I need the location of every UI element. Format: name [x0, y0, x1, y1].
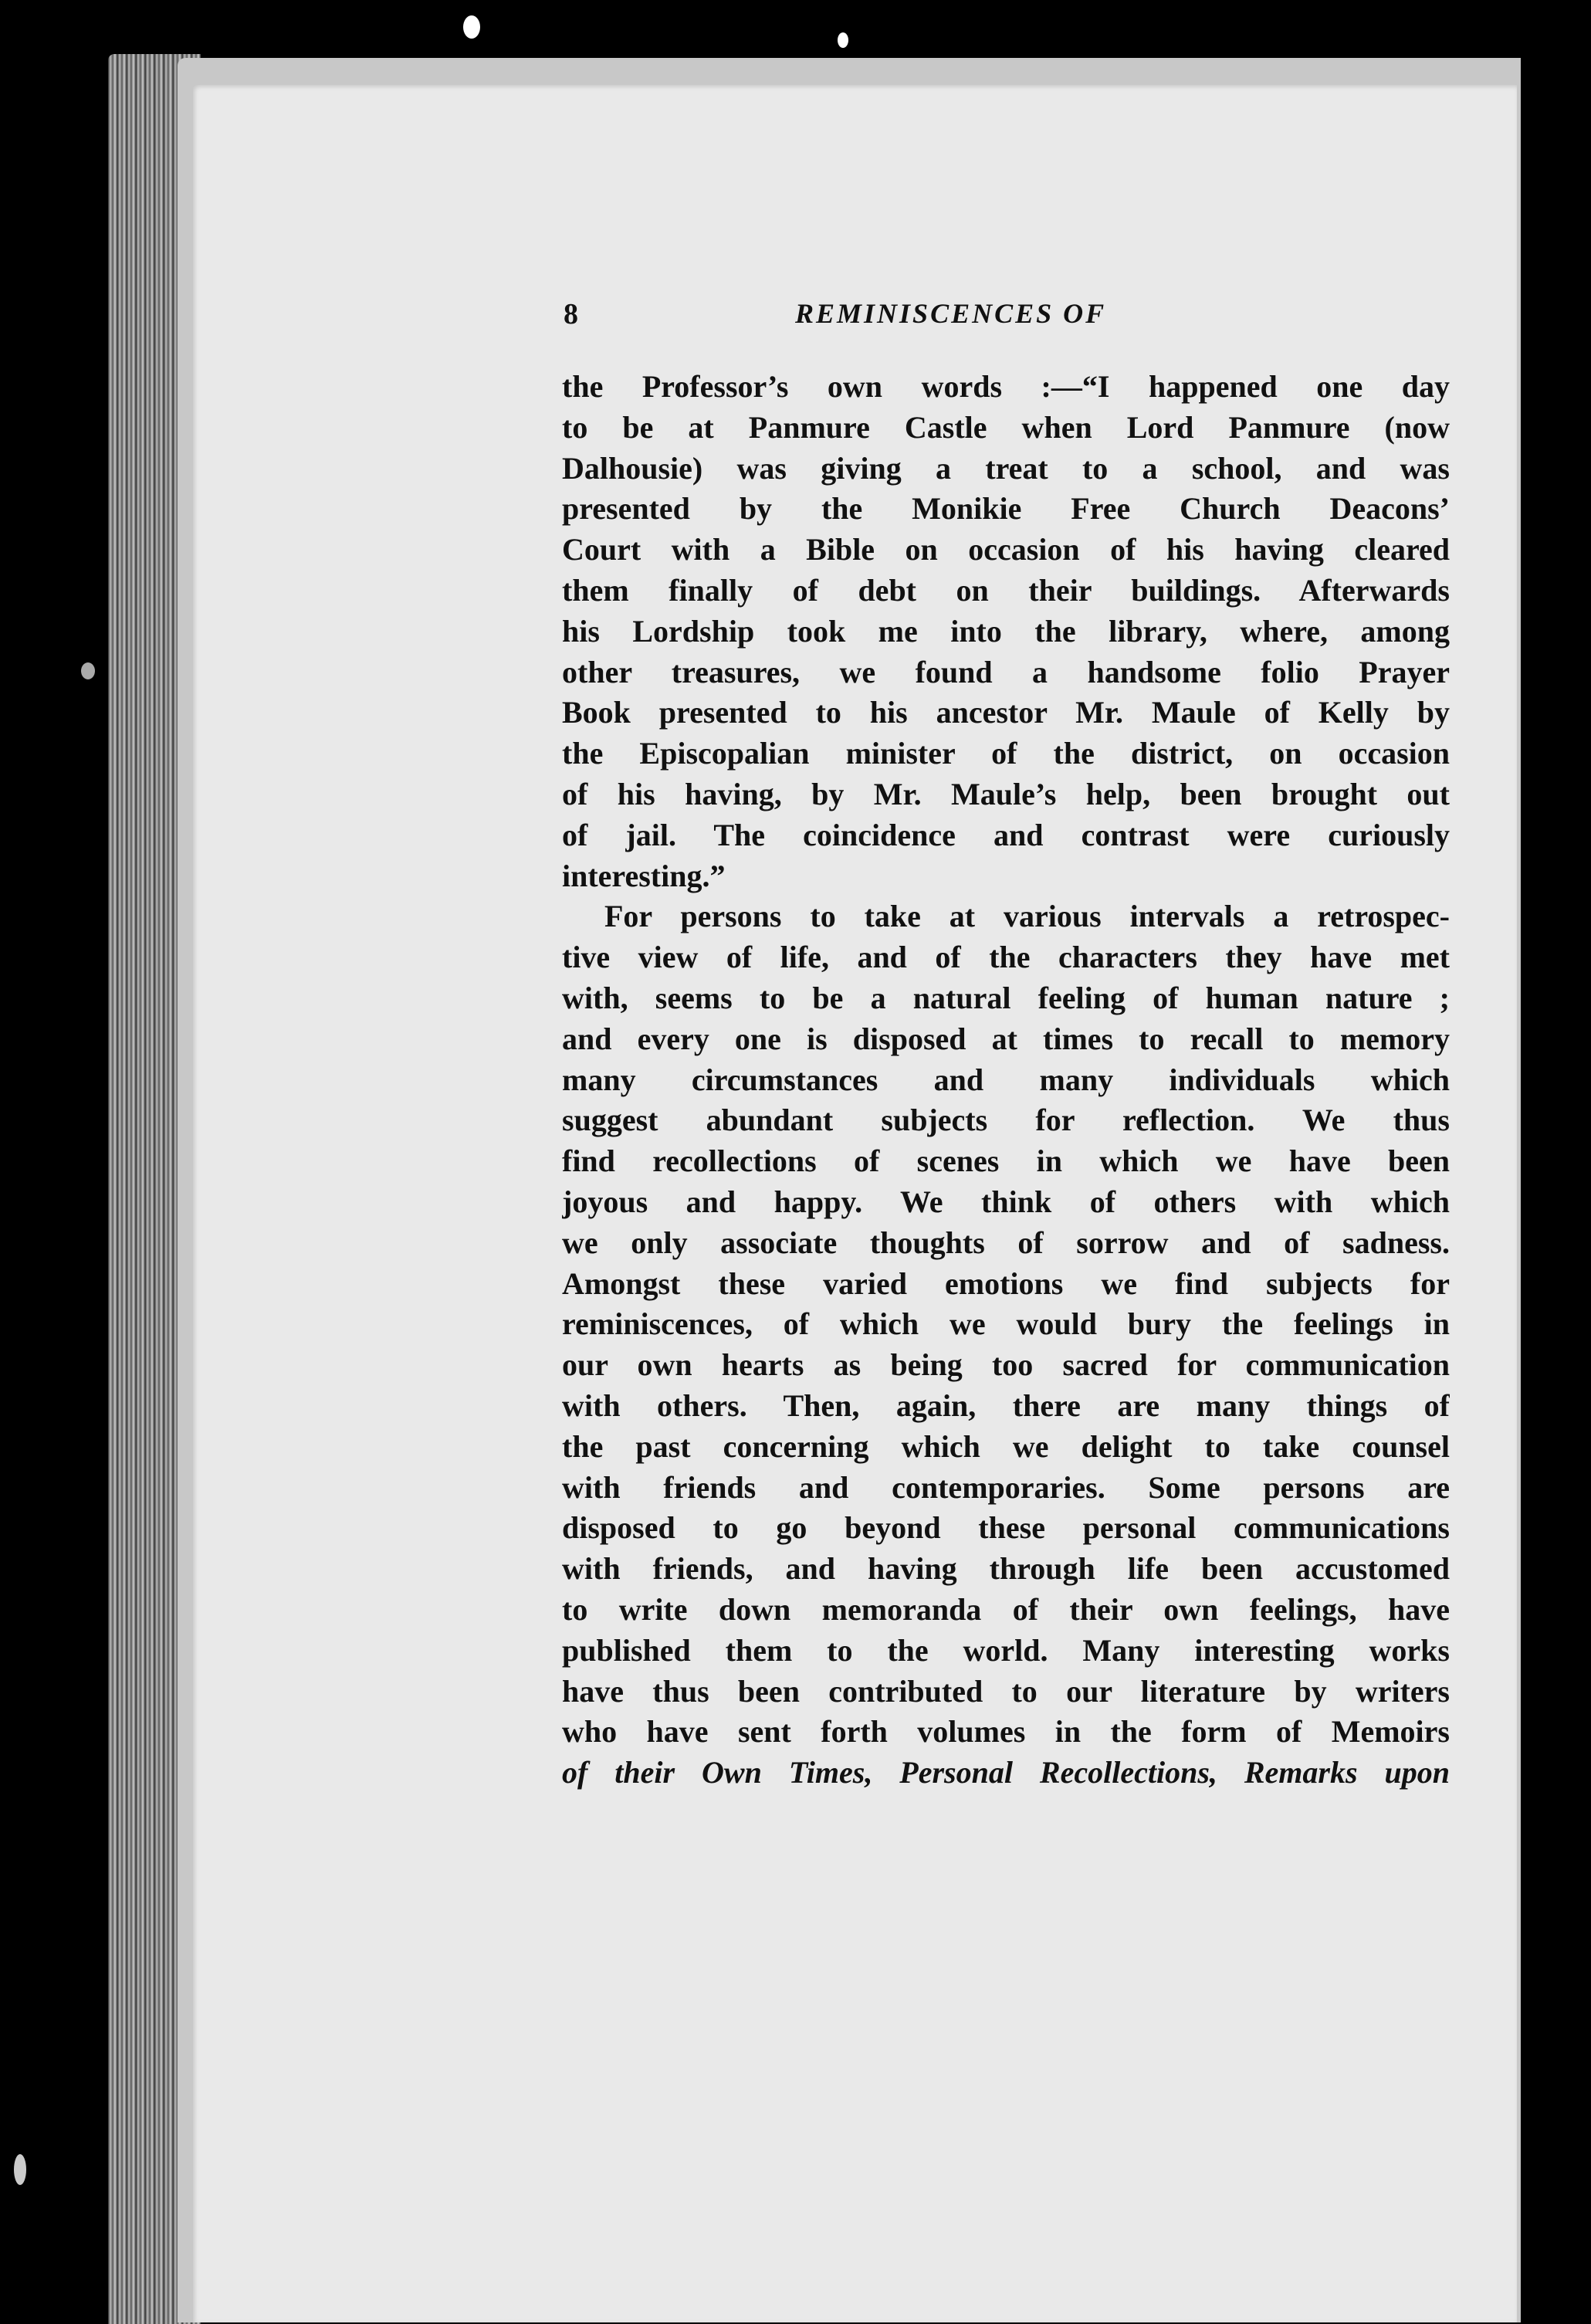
page-header	[564, 297, 1451, 336]
text-line: of their Own Times, Personal Recollections, Remarks upon	[562, 1755, 1450, 1790]
text-line: we only associate thoughts of sorrow and of sadness.	[562, 1225, 1450, 1260]
text-line: our own hearts as being too sacred for communication	[562, 1347, 1450, 1383]
text-line: Dalhousie) was giving a treat to a school, and was	[562, 450, 1450, 486]
running-head: REMINISCENCES OF	[795, 298, 1107, 329]
text-line: the Professor’s own words :—“I happened one day	[562, 369, 1450, 404]
text-line: the past concerning which we delight to take counsel	[562, 1428, 1450, 1464]
text-line: to write down memoranda of their own feelings, have	[562, 1591, 1450, 1627]
text-line: with, seems to be a natural feeling of human nature ;	[562, 980, 1450, 1015]
paragraph-2	[562, 896, 1450, 1794]
text-line: reminiscences, of which we would bury the feelings in	[562, 1306, 1450, 1342]
text-line: them finally of debt on their buildings. Afterwards	[562, 572, 1450, 608]
text-line: many circumstances and many individuals which	[562, 1062, 1450, 1097]
text-line: published them to the world. Many interesting works	[562, 1632, 1450, 1668]
text-line: his Lordship took me into the library, where, among	[562, 613, 1450, 649]
text-line: joyous and happy. We think of others with which	[562, 1184, 1450, 1219]
film-speck	[14, 2154, 26, 2185]
text-line: who have sent forth volumes in the form of Memoirs	[562, 1714, 1450, 1750]
text-line: interesting.”	[562, 858, 726, 893]
text-line: find recollections of scenes in which we have been	[562, 1143, 1450, 1179]
film-speck	[81, 662, 95, 679]
paragraph-1	[562, 367, 1450, 896]
film-speck	[838, 32, 848, 48]
page-number: 8	[564, 298, 578, 330]
text-line: with friends, and having through life been accustomed	[562, 1551, 1450, 1587]
text-line: For persons to take at various intervals a retrospec-	[604, 899, 1450, 934]
text-line: the Episcopalian minister of the district, on occasion	[562, 736, 1450, 771]
text-line: Court with a Bible on occasion of his having cleared	[562, 532, 1450, 567]
text-line: to be at Panmure Castle when Lord Panmure (now	[562, 409, 1450, 445]
body-text	[562, 367, 1450, 1794]
text-line: suggest abundant subjects for reflection. We thus	[562, 1103, 1450, 1138]
text-line: of jail. The coincidence and contrast were curiously	[562, 817, 1450, 852]
text-line: have thus been contributed to our literature by writers	[562, 1673, 1450, 1709]
text-line: with friends and contemporaries. Some persons are	[562, 1469, 1450, 1505]
text-line: disposed to go beyond these personal communications	[562, 1510, 1450, 1546]
text-line: with others. Then, again, there are many things of	[562, 1387, 1450, 1423]
text-line: tive view of life, and of the characters they have met	[562, 940, 1450, 975]
text-line: and every one is disposed at times to recall to memory	[562, 1021, 1450, 1056]
text-line: other treasures, we found a handsome folio Prayer	[562, 654, 1450, 689]
text-line: Book presented to his ancestor Mr. Maule of Kelly by	[562, 695, 1450, 730]
text-line: Amongst these varied emotions we find subjects for	[562, 1265, 1450, 1301]
text-line: of his having, by Mr. Maule’s help, been brought out	[562, 776, 1450, 811]
text-line: presented by the Monikie Free Church Deacons’	[562, 491, 1450, 527]
film-speck	[463, 15, 480, 39]
